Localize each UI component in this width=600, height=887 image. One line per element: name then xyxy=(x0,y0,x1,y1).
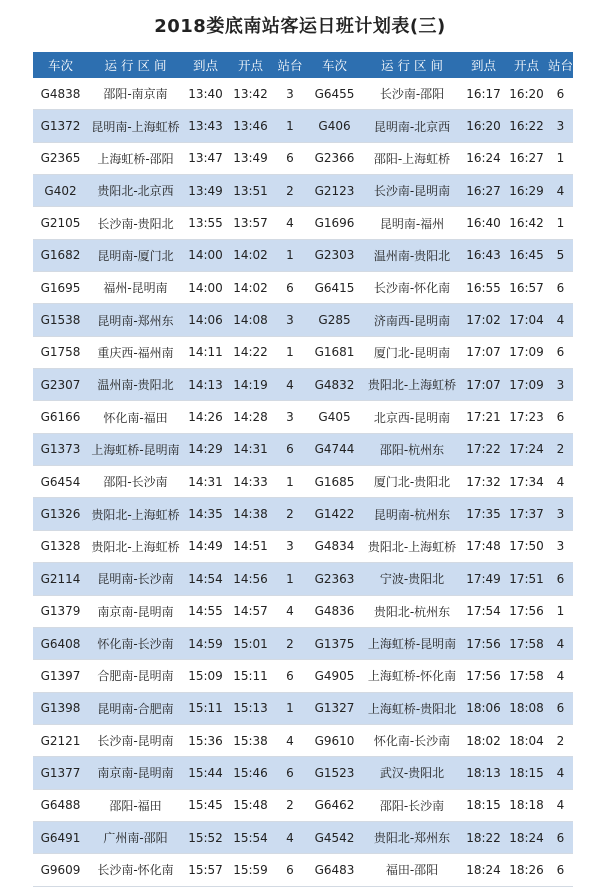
platform-cell: 6 xyxy=(548,854,573,886)
platform-cell: 1 xyxy=(273,110,307,142)
arrival-time-cell: 15:57 xyxy=(183,854,228,886)
route-cell: 福田-邵阳 xyxy=(362,854,462,886)
departure-time-cell: 18:24 xyxy=(505,822,548,854)
platform-cell: 3 xyxy=(548,110,573,142)
train-no-cell: G2303 xyxy=(307,240,362,272)
departure-time-cell: 17:56 xyxy=(505,596,548,628)
train-no-cell: G2365 xyxy=(33,143,88,175)
train-no-cell: G4836 xyxy=(307,596,362,628)
route-cell: 北京西-昆明南 xyxy=(362,401,462,433)
table-row xyxy=(33,401,573,433)
arrival-time-cell: 14:35 xyxy=(183,498,228,530)
arrival-time-cell: 13:55 xyxy=(183,207,228,239)
table-row xyxy=(33,531,573,563)
train-no-cell: G6454 xyxy=(33,466,88,498)
train-no-cell: G1682 xyxy=(33,240,88,272)
train-no-cell: G6483 xyxy=(307,854,362,886)
route-cell: 怀化南-长沙南 xyxy=(88,628,183,660)
departure-time-cell: 15:13 xyxy=(228,693,273,725)
platform-cell: 4 xyxy=(548,304,573,336)
departure-time-cell: 17:24 xyxy=(505,434,548,466)
route-cell: 温州南-贵阳北 xyxy=(88,369,183,401)
departure-time-cell: 14:28 xyxy=(228,401,273,433)
train-no-cell: G405 xyxy=(307,401,362,433)
route-cell: 武汉-贵阳北 xyxy=(362,757,462,789)
table-row xyxy=(33,110,573,142)
departure-time-cell: 17:23 xyxy=(505,401,548,433)
train-no-cell: G1397 xyxy=(33,660,88,692)
table-row xyxy=(33,337,573,369)
route-cell: 怀化南-长沙南 xyxy=(362,725,462,757)
route-cell: 贵阳北-北京西 xyxy=(88,175,183,207)
arrival-time-cell: 14:00 xyxy=(183,272,228,304)
route-cell: 南京南-昆明南 xyxy=(88,757,183,789)
platform-cell: 6 xyxy=(548,272,573,304)
train-no-cell: G1372 xyxy=(33,110,88,142)
table-row xyxy=(33,725,573,757)
departure-time-cell: 14:22 xyxy=(228,337,273,369)
arrival-time-cell: 13:47 xyxy=(183,143,228,175)
route-cell: 上海虹桥-昆明南 xyxy=(362,628,462,660)
departure-time-cell: 15:11 xyxy=(228,660,273,692)
platform-cell: 4 xyxy=(273,822,307,854)
train-no-cell: G1695 xyxy=(33,272,88,304)
header-arrival: 到点 xyxy=(183,52,228,78)
platform-cell: 6 xyxy=(548,693,573,725)
route-cell: 昆明南-厦门北 xyxy=(88,240,183,272)
route-cell: 重庆西-福州南 xyxy=(88,337,183,369)
platform-cell: 1 xyxy=(273,563,307,595)
table-row xyxy=(33,596,573,628)
train-no-cell: G2366 xyxy=(307,143,362,175)
route-cell: 长沙南-昆明南 xyxy=(362,175,462,207)
table-row xyxy=(33,660,573,692)
arrival-time-cell: 14:11 xyxy=(183,337,228,369)
table-row xyxy=(33,563,573,595)
departure-time-cell: 14:38 xyxy=(228,498,273,530)
platform-cell: 1 xyxy=(273,337,307,369)
arrival-time-cell: 18:13 xyxy=(462,757,505,789)
platform-cell: 6 xyxy=(548,401,573,433)
route-cell: 邵阳-杭州东 xyxy=(362,434,462,466)
train-no-cell: G4542 xyxy=(307,822,362,854)
train-no-cell: G1328 xyxy=(33,531,88,563)
route-cell: 上海虹桥-邵阳 xyxy=(88,143,183,175)
train-no-cell: G402 xyxy=(33,175,88,207)
platform-cell: 4 xyxy=(548,175,573,207)
platform-cell: 1 xyxy=(548,596,573,628)
table-row xyxy=(33,790,573,822)
departure-time-cell: 16:42 xyxy=(505,207,548,239)
route-cell: 邵阳-上海虹桥 xyxy=(362,143,462,175)
departure-time-cell: 16:57 xyxy=(505,272,548,304)
train-no-cell: G1326 xyxy=(33,498,88,530)
platform-cell: 1 xyxy=(273,240,307,272)
arrival-time-cell: 14:00 xyxy=(183,240,228,272)
train-no-cell: G1523 xyxy=(307,757,362,789)
table-row xyxy=(33,434,573,466)
platform-cell: 2 xyxy=(548,725,573,757)
arrival-time-cell: 16:17 xyxy=(462,78,505,110)
header-departure-2: 开点 xyxy=(505,52,548,78)
table-row xyxy=(33,175,573,207)
route-cell: 邵阳-长沙南 xyxy=(362,790,462,822)
table-row xyxy=(33,693,573,725)
route-cell: 昆明南-长沙南 xyxy=(88,563,183,595)
route-cell: 长沙南-昆明南 xyxy=(88,725,183,757)
table-body xyxy=(33,78,573,887)
arrival-time-cell: 17:21 xyxy=(462,401,505,433)
route-cell: 昆明南-福州 xyxy=(362,207,462,239)
train-no-cell: G6462 xyxy=(307,790,362,822)
train-no-cell: G2307 xyxy=(33,369,88,401)
header-train-no: 车次 xyxy=(33,52,88,78)
departure-time-cell: 13:49 xyxy=(228,143,273,175)
route-cell: 邵阳-福田 xyxy=(88,790,183,822)
route-cell: 昆明南-上海虹桥 xyxy=(88,110,183,142)
route-cell: 长沙南-怀化南 xyxy=(362,272,462,304)
departure-time-cell: 16:29 xyxy=(505,175,548,207)
departure-time-cell: 16:22 xyxy=(505,110,548,142)
platform-cell: 4 xyxy=(273,207,307,239)
train-no-cell: G6415 xyxy=(307,272,362,304)
arrival-time-cell: 17:35 xyxy=(462,498,505,530)
arrival-time-cell: 15:36 xyxy=(183,725,228,757)
platform-cell: 4 xyxy=(548,790,573,822)
arrival-time-cell: 17:49 xyxy=(462,563,505,595)
train-no-cell: G9609 xyxy=(33,854,88,886)
platform-cell: 3 xyxy=(273,304,307,336)
platform-cell: 3 xyxy=(273,531,307,563)
route-cell: 上海虹桥-贵阳北 xyxy=(362,693,462,725)
platform-cell: 2 xyxy=(273,790,307,822)
arrival-time-cell: 15:45 xyxy=(183,790,228,822)
arrival-time-cell: 17:22 xyxy=(462,434,505,466)
route-cell: 长沙南-邵阳 xyxy=(362,78,462,110)
platform-cell: 4 xyxy=(548,466,573,498)
train-no-cell: G6166 xyxy=(33,401,88,433)
platform-cell: 1 xyxy=(548,207,573,239)
departure-time-cell: 14:57 xyxy=(228,596,273,628)
platform-cell: 6 xyxy=(548,822,573,854)
arrival-time-cell: 18:02 xyxy=(462,725,505,757)
departure-time-cell: 17:37 xyxy=(505,498,548,530)
platform-cell: 6 xyxy=(273,660,307,692)
departure-time-cell: 17:04 xyxy=(505,304,548,336)
arrival-time-cell: 14:31 xyxy=(183,466,228,498)
departure-time-cell: 13:51 xyxy=(228,175,273,207)
table-row xyxy=(33,498,573,530)
train-no-cell: G6488 xyxy=(33,790,88,822)
route-cell: 怀化南-福田 xyxy=(88,401,183,433)
route-cell: 昆明南-杭州东 xyxy=(362,498,462,530)
arrival-time-cell: 13:40 xyxy=(183,78,228,110)
departure-time-cell: 17:58 xyxy=(505,660,548,692)
arrival-time-cell: 17:48 xyxy=(462,531,505,563)
table-row xyxy=(33,240,573,272)
train-no-cell: G2123 xyxy=(307,175,362,207)
route-cell: 贵阳北-杭州东 xyxy=(362,596,462,628)
train-no-cell: G1398 xyxy=(33,693,88,725)
table-row xyxy=(33,272,573,304)
arrival-time-cell: 18:06 xyxy=(462,693,505,725)
platform-cell: 6 xyxy=(273,854,307,886)
route-cell: 贵阳北-上海虹桥 xyxy=(88,498,183,530)
table-row xyxy=(33,207,573,239)
departure-time-cell: 17:58 xyxy=(505,628,548,660)
route-cell: 长沙南-贵阳北 xyxy=(88,207,183,239)
platform-cell: 6 xyxy=(273,757,307,789)
train-no-cell: G1422 xyxy=(307,498,362,530)
platform-cell: 6 xyxy=(548,337,573,369)
departure-time-cell: 18:08 xyxy=(505,693,548,725)
train-no-cell: G285 xyxy=(307,304,362,336)
arrival-time-cell: 15:52 xyxy=(183,822,228,854)
arrival-time-cell: 14:55 xyxy=(183,596,228,628)
train-no-cell: G1379 xyxy=(33,596,88,628)
arrival-time-cell: 13:43 xyxy=(183,110,228,142)
platform-cell: 6 xyxy=(273,143,307,175)
arrival-time-cell: 14:54 xyxy=(183,563,228,595)
platform-cell: 1 xyxy=(273,693,307,725)
departure-time-cell: 15:54 xyxy=(228,822,273,854)
train-no-cell: G4744 xyxy=(307,434,362,466)
train-no-cell: G406 xyxy=(307,110,362,142)
train-no-cell: G1327 xyxy=(307,693,362,725)
arrival-time-cell: 14:13 xyxy=(183,369,228,401)
route-cell: 上海虹桥-怀化南 xyxy=(362,660,462,692)
page-title: 2018娄底南站客运日班计划表(三) xyxy=(154,16,446,37)
route-cell: 长沙南-怀化南 xyxy=(88,854,183,886)
route-cell: 上海虹桥-昆明南 xyxy=(88,434,183,466)
train-no-cell: G1377 xyxy=(33,757,88,789)
platform-cell: 2 xyxy=(273,175,307,207)
departure-time-cell: 13:46 xyxy=(228,110,273,142)
departure-time-cell: 18:18 xyxy=(505,790,548,822)
header-route: 运 行 区 间 xyxy=(88,52,183,78)
departure-time-cell: 18:15 xyxy=(505,757,548,789)
train-no-cell: G1696 xyxy=(307,207,362,239)
route-cell: 南京南-昆明南 xyxy=(88,596,183,628)
departure-time-cell: 15:38 xyxy=(228,725,273,757)
arrival-time-cell: 16:43 xyxy=(462,240,505,272)
table-header-row xyxy=(33,52,573,78)
header-platform-2: 站台 xyxy=(548,52,573,78)
arrival-time-cell: 16:24 xyxy=(462,143,505,175)
arrival-time-cell: 17:02 xyxy=(462,304,505,336)
departure-time-cell: 18:04 xyxy=(505,725,548,757)
arrival-time-cell: 17:07 xyxy=(462,369,505,401)
departure-time-cell: 14:19 xyxy=(228,369,273,401)
platform-cell: 4 xyxy=(273,596,307,628)
route-cell: 贵阳北-上海虹桥 xyxy=(362,531,462,563)
table-row xyxy=(33,466,573,498)
train-no-cell: G4905 xyxy=(307,660,362,692)
table-row xyxy=(33,143,573,175)
arrival-time-cell: 16:20 xyxy=(462,110,505,142)
departure-time-cell: 14:02 xyxy=(228,272,273,304)
train-no-cell: G2114 xyxy=(33,563,88,595)
departure-time-cell: 16:45 xyxy=(505,240,548,272)
departure-time-cell: 14:56 xyxy=(228,563,273,595)
platform-cell: 4 xyxy=(548,628,573,660)
table-row xyxy=(33,78,573,110)
platform-cell: 6 xyxy=(548,78,573,110)
platform-cell: 6 xyxy=(273,434,307,466)
arrival-time-cell: 13:49 xyxy=(183,175,228,207)
header-train-no-2: 车次 xyxy=(307,52,362,78)
platform-cell: 6 xyxy=(548,563,573,595)
platform-cell: 3 xyxy=(548,531,573,563)
departure-time-cell: 17:50 xyxy=(505,531,548,563)
route-cell: 贵阳北-郑州东 xyxy=(362,822,462,854)
arrival-time-cell: 15:09 xyxy=(183,660,228,692)
route-cell: 宁波-贵阳北 xyxy=(362,563,462,595)
platform-cell: 2 xyxy=(273,498,307,530)
train-no-cell: G4838 xyxy=(33,78,88,110)
route-cell: 贵阳北-上海虹桥 xyxy=(88,531,183,563)
platform-cell: 2 xyxy=(548,434,573,466)
route-cell: 昆明南-合肥南 xyxy=(88,693,183,725)
train-no-cell: G2105 xyxy=(33,207,88,239)
departure-time-cell: 17:34 xyxy=(505,466,548,498)
arrival-time-cell: 17:56 xyxy=(462,628,505,660)
train-no-cell: G4834 xyxy=(307,531,362,563)
arrival-time-cell: 14:59 xyxy=(183,628,228,660)
arrival-time-cell: 17:56 xyxy=(462,660,505,692)
table-row xyxy=(33,628,573,660)
route-cell: 邵阳-长沙南 xyxy=(88,466,183,498)
departure-time-cell: 15:59 xyxy=(228,854,273,886)
train-no-cell: G9610 xyxy=(307,725,362,757)
arrival-time-cell: 15:11 xyxy=(183,693,228,725)
train-schedule-table xyxy=(33,52,573,887)
platform-cell: 2 xyxy=(273,628,307,660)
route-cell: 温州南-贵阳北 xyxy=(362,240,462,272)
departure-time-cell: 17:09 xyxy=(505,369,548,401)
arrival-time-cell: 16:40 xyxy=(462,207,505,239)
arrival-time-cell: 18:15 xyxy=(462,790,505,822)
departure-time-cell: 17:51 xyxy=(505,563,548,595)
arrival-time-cell: 14:26 xyxy=(183,401,228,433)
platform-cell: 4 xyxy=(273,725,307,757)
arrival-time-cell: 17:07 xyxy=(462,337,505,369)
departure-time-cell: 13:57 xyxy=(228,207,273,239)
platform-cell: 4 xyxy=(548,660,573,692)
arrival-time-cell: 18:22 xyxy=(462,822,505,854)
platform-cell: 1 xyxy=(548,143,573,175)
route-cell: 昆明南-郑州东 xyxy=(88,304,183,336)
platform-cell: 4 xyxy=(273,369,307,401)
arrival-time-cell: 16:55 xyxy=(462,272,505,304)
route-cell: 广州南-邵阳 xyxy=(88,822,183,854)
train-no-cell: G6491 xyxy=(33,822,88,854)
arrival-time-cell: 18:24 xyxy=(462,854,505,886)
arrival-time-cell: 14:06 xyxy=(183,304,228,336)
departure-time-cell: 17:09 xyxy=(505,337,548,369)
platform-cell: 3 xyxy=(273,401,307,433)
departure-time-cell: 14:02 xyxy=(228,240,273,272)
route-cell: 昆明南-北京西 xyxy=(362,110,462,142)
arrival-time-cell: 17:32 xyxy=(462,466,505,498)
table-row xyxy=(33,304,573,336)
platform-cell: 3 xyxy=(273,78,307,110)
train-no-cell: G1373 xyxy=(33,434,88,466)
route-cell: 厦门北-贵阳北 xyxy=(362,466,462,498)
departure-time-cell: 14:31 xyxy=(228,434,273,466)
departure-time-cell: 18:26 xyxy=(505,854,548,886)
platform-cell: 3 xyxy=(548,498,573,530)
arrival-time-cell: 14:49 xyxy=(183,531,228,563)
departure-time-cell: 16:20 xyxy=(505,78,548,110)
route-cell: 贵阳北-上海虹桥 xyxy=(362,369,462,401)
table-row xyxy=(33,854,573,886)
header-platform: 站台 xyxy=(273,52,307,78)
platform-cell: 1 xyxy=(273,466,307,498)
arrival-time-cell: 17:54 xyxy=(462,596,505,628)
train-no-cell: G1375 xyxy=(307,628,362,660)
header-arrival-2: 到点 xyxy=(462,52,505,78)
platform-cell: 4 xyxy=(548,757,573,789)
platform-cell: 5 xyxy=(548,240,573,272)
departure-time-cell: 14:33 xyxy=(228,466,273,498)
table-row xyxy=(33,757,573,789)
route-cell: 济南西-昆明南 xyxy=(362,304,462,336)
departure-time-cell: 15:46 xyxy=(228,757,273,789)
departure-time-cell: 14:51 xyxy=(228,531,273,563)
departure-time-cell: 15:01 xyxy=(228,628,273,660)
departure-time-cell: 15:48 xyxy=(228,790,273,822)
platform-cell: 3 xyxy=(548,369,573,401)
train-no-cell: G6408 xyxy=(33,628,88,660)
departure-time-cell: 13:42 xyxy=(228,78,273,110)
train-no-cell: G1758 xyxy=(33,337,88,369)
arrival-time-cell: 14:29 xyxy=(183,434,228,466)
route-cell: 福州-昆明南 xyxy=(88,272,183,304)
route-cell: 合肥南-昆明南 xyxy=(88,660,183,692)
train-no-cell: G2121 xyxy=(33,725,88,757)
train-no-cell: G6455 xyxy=(307,78,362,110)
platform-cell: 6 xyxy=(273,272,307,304)
header-route-2: 运 行 区 间 xyxy=(362,52,462,78)
table-row xyxy=(33,369,573,401)
train-no-cell: G4832 xyxy=(307,369,362,401)
train-no-cell: G1681 xyxy=(307,337,362,369)
train-no-cell: G2363 xyxy=(307,563,362,595)
route-cell: 邵阳-南京南 xyxy=(88,78,183,110)
train-no-cell: G1685 xyxy=(307,466,362,498)
departure-time-cell: 16:27 xyxy=(505,143,548,175)
train-no-cell: G1538 xyxy=(33,304,88,336)
arrival-time-cell: 15:44 xyxy=(183,757,228,789)
header-departure: 开点 xyxy=(228,52,273,78)
table-row xyxy=(33,822,573,854)
departure-time-cell: 14:08 xyxy=(228,304,273,336)
route-cell: 厦门北-昆明南 xyxy=(362,337,462,369)
arrival-time-cell: 16:27 xyxy=(462,175,505,207)
